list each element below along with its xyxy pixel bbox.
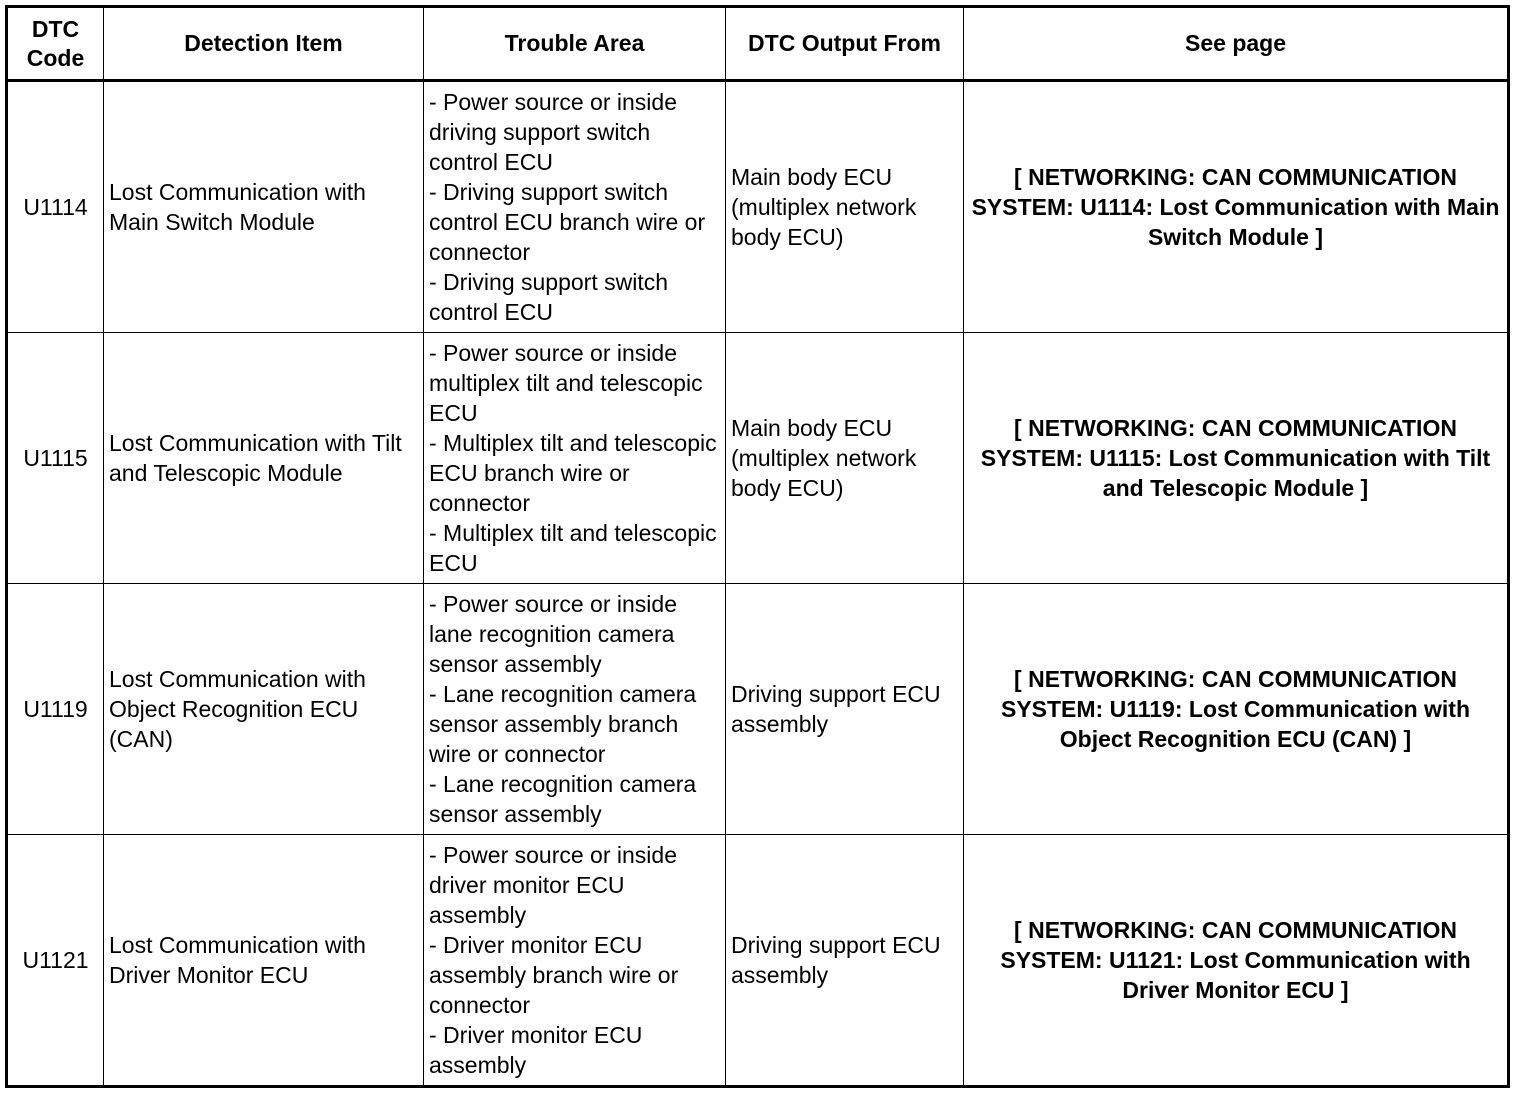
trouble-area-cell	[424, 835, 726, 1087]
table-row	[7, 333, 1509, 584]
dtc-output-from-cell: Main body ECU (multiplex network body ECU)	[726, 81, 964, 333]
see-page-link[interactable]: [ NETWORKING: CAN COMMUNICATION SYSTEM: U1115: Lost Communication with Tilt and Telescopic Module ]	[980, 415, 1491, 501]
trouble-area-cell	[424, 333, 726, 584]
dtc-code-cell: U1121	[7, 835, 104, 1087]
trouble-area-line: - Multiplex tilt and telescopic ECU	[429, 520, 717, 576]
trouble-area-line: - Power source or inside driver monitor ECU assembly	[429, 842, 677, 928]
trouble-area-line: - Driving support switch control ECU branch wire or connector	[429, 179, 706, 265]
header-see-page: See page	[964, 7, 1509, 81]
header-trouble-area: Trouble Area	[424, 7, 726, 81]
dtc-output-from-cell: Main body ECU (multiplex network body ECU)	[726, 333, 964, 584]
dtc-output-from-cell: Driving support ECU assembly	[726, 584, 964, 835]
see-page-link[interactable]: [ NETWORKING: CAN COMMUNICATION SYSTEM: U1114: Lost Communication with Main Switch Module ]	[971, 164, 1500, 250]
trouble-area-line: - Power source or inside lane recognition camera sensor assembly	[429, 591, 677, 677]
detection-item-cell: Lost Communication with Object Recognition ECU (CAN)	[104, 584, 424, 835]
detection-item-cell: Lost Communication with Driver Monitor ECU	[104, 835, 424, 1087]
trouble-area-line: - Driving support switch control ECU	[429, 269, 669, 325]
see-page-cell	[964, 584, 1509, 835]
see-page-cell	[964, 333, 1509, 584]
header-dtc-output-from: DTC Output From	[726, 7, 964, 81]
trouble-area-line: - Lane recognition camera sensor assembly	[429, 771, 697, 827]
see-page-cell	[964, 81, 1509, 333]
table-row	[7, 584, 1509, 835]
trouble-area-line: - Power source or inside multiplex tilt and telescopic ECU	[429, 340, 703, 426]
trouble-area-line: - Driver monitor ECU assembly branch wire or connector	[429, 932, 679, 1018]
see-page-link[interactable]: [ NETWORKING: CAN COMMUNICATION SYSTEM: U1119: Lost Communication with Object Recognition ECU (CAN) ]	[1000, 666, 1470, 752]
see-page-link[interactable]: [ NETWORKING: CAN COMMUNICATION SYSTEM: U1121: Lost Communication with Driver Monitor ECU ]	[1000, 917, 1471, 1003]
trouble-area-line: - Lane recognition camera sensor assembly branch wire or connector	[429, 681, 697, 767]
detection-item-cell: Lost Communication with Tilt and Telescopic Module	[104, 333, 424, 584]
trouble-area-cell	[424, 81, 726, 333]
see-page-cell	[964, 835, 1509, 1087]
trouble-area-line: - Multiplex tilt and telescopic ECU branch wire or connector	[429, 430, 717, 516]
header-dtc-code	[7, 7, 104, 81]
header-dtc-code-line1: DTC	[31, 15, 80, 42]
dtc-code-cell: U1119	[7, 584, 104, 835]
dtc-output-from-cell: Driving support ECU assembly	[726, 835, 964, 1087]
header-dtc-code-line2: Code	[26, 44, 85, 71]
table-row	[7, 835, 1509, 1087]
trouble-area-line: - Driver monitor ECU assembly	[429, 1022, 643, 1078]
header-detection-item: Detection Item	[104, 7, 424, 81]
table-row	[7, 81, 1509, 333]
dtc-table	[5, 5, 1510, 1088]
dtc-code-cell: U1115	[7, 333, 104, 584]
detection-item-cell: Lost Communication with Main Switch Module	[104, 81, 424, 333]
trouble-area-line: - Power source or inside driving support switch control ECU	[429, 89, 677, 175]
table-header-row	[7, 7, 1509, 81]
trouble-area-cell	[424, 584, 726, 835]
dtc-code-cell: U1114	[7, 81, 104, 333]
